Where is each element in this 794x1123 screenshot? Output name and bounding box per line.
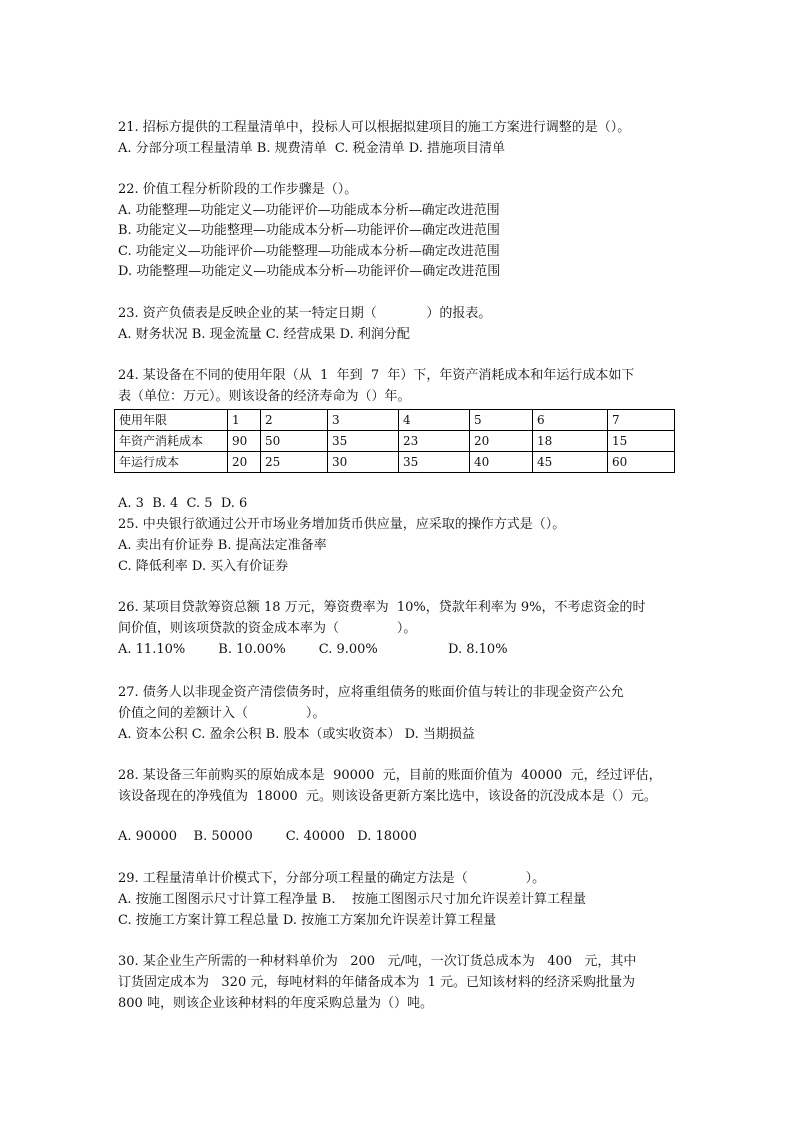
q27-stem-line1: 27. 债务人以非现金资产清偿债务时，应将重组债务的账面价值与转让的非现金资产公允 [118, 685, 624, 700]
q29-options-line2: C. 按施工方案计算工程总量 D. 按施工方案加允许误差计算工程量 [118, 913, 497, 928]
table-cell: 35 [399, 452, 470, 473]
q25-options-line1: A. 卖出有价证券 B. 提高法定准备率 [118, 538, 327, 553]
table-cell: 45 [533, 452, 608, 473]
q22-stem: 22. 价值工程分析阶段的工作步骤是（）。 [118, 182, 358, 197]
table-row [115, 410, 675, 431]
table-cell: 7 [608, 410, 675, 431]
q27-stem-line2: 价值之间的差额计入（ ）。 [118, 706, 326, 721]
table-cell: 6 [533, 410, 608, 431]
table-cell: 4 [399, 410, 470, 431]
service-life-cost-table [114, 409, 675, 473]
table-cell: 2 [261, 410, 328, 431]
table-cell: 18 [533, 431, 608, 452]
table-cell: 使用年限 [115, 410, 228, 431]
q24-stem-line1: 24. 某设备在不同的使用年限（从 1 年到 7 年）下，年资产消耗成本和年运行成本如下 [118, 368, 635, 383]
q28-options: A. 90000 B. 50000 C. 40000 D. 18000 [118, 829, 417, 844]
q30-stem-line1: 30. 某企业生产所需的一种材料单价为 200 元/吨，一次订货总成本为 400 元，其中 [118, 954, 637, 969]
table-cell: 3 [328, 410, 399, 431]
q27-options: A. 资本公积 C. 盈余公积 B. 股本（或实收资本） D. 当期损益 [118, 727, 475, 742]
table-cell: 5 [470, 410, 533, 431]
q30-stem-line2: 订货固定成本为 320 元，每吨材料的年储备成本为 1 元。已知该材料的经济采购批量为 [118, 975, 636, 990]
q24-stem-line2: 表（单位：万元）。则该设备的经济寿命为（）年。 [118, 389, 411, 404]
q28-stem-line1: 28. 某设备三年前购买的原始成本是 90000 元，目前的账面价值为 40000 元，经过评估， [118, 768, 662, 783]
q21-stem: 21. 招标方提供的工程量清单中，投标人可以根据拟建项目的施工方案进行调整的是（）。 [118, 120, 631, 135]
table-row [115, 431, 675, 452]
q25-stem: 25. 中央银行欲通过公开市场业务增加货币供应量，应采取的操作方式是（）。 [118, 517, 566, 532]
q22-option-a: A. 功能整理—功能定义—功能评价—功能成本分析—确定改进范围 [118, 203, 500, 218]
table-cell: 50 [261, 431, 328, 452]
table-cell: 20 [228, 452, 261, 473]
table-cell: 20 [470, 431, 533, 452]
table-row [115, 452, 675, 473]
q23-options: A. 财务状况 B. 现金流量 C. 经营成果 D. 利润分配 [118, 327, 410, 342]
q26-stem-line1: 26. 某项目贷款筹资总额 18 万元，筹资费率为 10%，贷款年利率为 9%，不考虑资金的时 [118, 600, 646, 615]
q21-options: A. 分部分项工程量清单 B. 规费清单 C. 税金清单 D. 措施项目清单 [118, 141, 505, 156]
q22-option-b: B. 功能定义—功能整理—功能成本分析—功能评价—确定改进范围 [118, 223, 500, 238]
q29-stem: 29. 工程量清单计价模式下，分部分项工程量的确定方法是（ ）。 [118, 871, 546, 886]
q23-stem: 23. 资产负债表是反映企业的某一特定日期（ ）的报表。 [118, 306, 492, 321]
q29-options-line1: A. 按施工图图示尺寸计算工程净量 B. 按施工图图示尺寸加允许误差计算工程量 [118, 892, 587, 907]
q30-stem-line3: 800 吨，则该企业该种材料的年度采购总量为（）吨。 [118, 996, 433, 1011]
q25-options-line2: C. 降低利率 D. 买入有价证券 [118, 559, 289, 574]
q28-stem-line2: 该设备现在的净残值为 18000 元。则该设备更新方案比选中，该设备的沉没成本是（）元。 [118, 789, 657, 804]
table-cell: 年运行成本 [115, 452, 228, 473]
table-cell: 23 [399, 431, 470, 452]
q24-options: A. 3 B. 4 C. 5 D. 6 [118, 496, 248, 511]
table-cell: 60 [608, 452, 675, 473]
table-cell: 15 [608, 431, 675, 452]
table-cell: 35 [328, 431, 399, 452]
table-cell: 30 [328, 452, 399, 473]
q22-option-c: C. 功能定义—功能评价—功能整理—功能成本分析—确定改进范围 [118, 244, 500, 259]
q26-stem-line2: 间价值，则该项贷款的资金成本率为（ ）。 [118, 621, 417, 636]
table-cell: 40 [470, 452, 533, 473]
table-cell: 1 [228, 410, 261, 431]
q22-option-d: D. 功能整理—功能定义—功能成本分析—功能评价—确定改进范围 [118, 264, 501, 279]
table-cell: 25 [261, 452, 328, 473]
table-cell: 90 [228, 431, 261, 452]
q26-options: A. 11.10% B. 10.00% C. 9.00% D. 8.10% [118, 642, 508, 657]
table-cell: 年资产消耗成本 [115, 431, 228, 452]
